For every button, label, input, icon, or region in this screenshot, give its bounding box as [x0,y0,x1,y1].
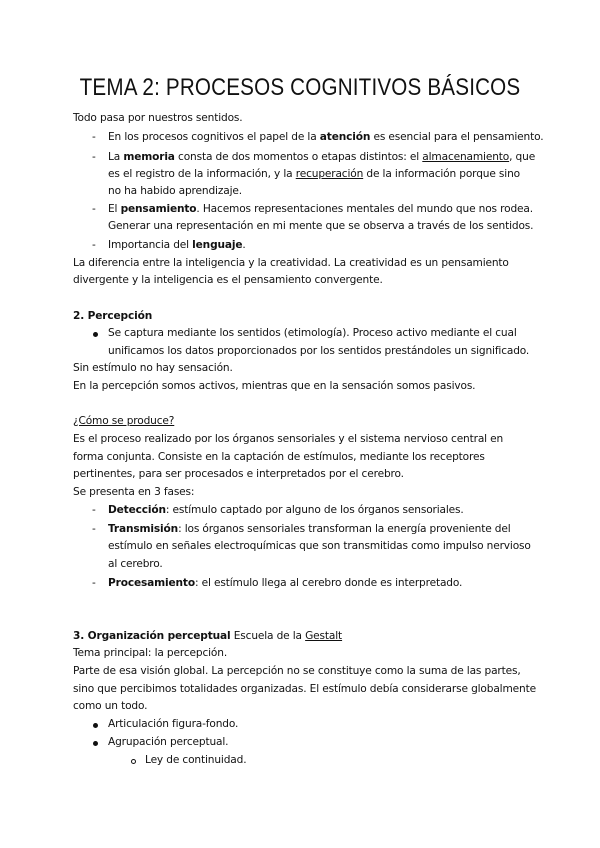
paragraph-line: como un todo. [73,700,148,712]
paragraph-line: divergente y la inteligencia es el pensamiento convergente. [73,274,383,286]
bullet-marker [93,741,98,746]
bullet-text: Agrupación perceptual. [108,736,229,748]
subheading-como-se-produce: ¿Cómo se produce? [73,415,175,427]
section-heading-organizacion: 3. Organización perceptual Escuela de la Gestalt [73,630,343,642]
phase-deteccion: Detección: estímulo captado por alguno de los órganos sensoriales. [108,504,464,516]
bullet-marker [93,723,98,728]
phase-procesamiento: Procesamiento: el estímulo llega al cerebro donde es interpretado. [108,577,463,589]
dash-marker: - [92,131,96,143]
phase-transmision: Transmisión: los órganos sensoriales transforman la energía proveniente del [108,523,511,535]
section-heading-percepcion: 2. Percepción [73,310,153,322]
dash-marker: - [92,504,96,516]
list-item-pensamiento: El pensamiento. Hacemos representaciones mentales del mundo que nos rodea. [108,203,533,215]
dash-marker: - [92,523,96,535]
list-item-memoria-line3: no ha habido aprendizaje. [108,185,242,197]
list-item-pensamiento-line2: Generar una representación en mi mente que se observa a través de los sentidos. [108,220,534,232]
paragraph-line: Parte de esa visión global. La percepción no se constituye como la suma de las partes, [73,665,521,677]
paragraph-line: La diferencia entre la inteligencia y la creatividad. La creatividad es un pensamiento [73,257,509,269]
intro-text: Todo pasa por nuestros sentidos. [73,112,243,124]
bullet-text: Articulación figura-fondo. [108,718,239,730]
list-item-memoria: La memoria consta de dos momentos o etapas distintos: el almacenamiento, que [108,151,536,163]
list-item-memoria-line2: es el registro de la información, y la recuperación de la información porque sino [108,168,520,180]
paragraph-line: En la percepción somos activos, mientras que en la sensación somos pasivos. [73,380,476,392]
dash-marker: - [92,203,96,215]
paragraph-line: Sin estímulo no hay sensación. [73,362,233,374]
dash-marker: - [92,239,96,251]
phase-transmision-line3: al cerebro. [108,558,163,570]
paragraph-line: forma conjunta. Consiste en la captación de estímulos, mediante los receptores [73,451,485,463]
paragraph-line: Tema principal: la percepción. [73,647,228,659]
sub-bullet-marker [131,759,136,764]
list-item-atencion: En los procesos cognitivos el papel de la atención es esencial para el pensamiento. [108,131,544,143]
paragraph-line: pertinentes, para ser procesados e interpretados por el cerebro. [73,468,404,480]
dash-marker: - [92,577,96,589]
bullet-text-line2: unificamos los datos proporcionados por los sentidos prestándoles un significado. [108,345,530,357]
bullet-text: Se captura mediante los sentidos (etimología). Proceso activo mediante el cual [108,327,517,339]
phase-transmision-line2: estímulo en señales electroquímicas que son transmitidas como impulso nervioso [108,540,531,552]
paragraph-line: Se presenta en 3 fases: [73,486,195,498]
dash-marker: - [92,151,96,163]
bullet-marker [93,332,98,337]
page-title: TEMA 2: PROCESOS COGNITIVOS BÁSICOS [79,74,521,101]
sub-bullet-text: Ley de continuidad. [145,754,247,766]
paragraph-line: sino que percibimos totalidades organizadas. El estímulo debía considerarse globalmente [73,683,536,695]
list-item-lenguaje: Importancia del lenguaje. [108,239,246,251]
paragraph-line: Es el proceso realizado por los órganos sensoriales y el sistema nervioso central en [73,433,504,445]
